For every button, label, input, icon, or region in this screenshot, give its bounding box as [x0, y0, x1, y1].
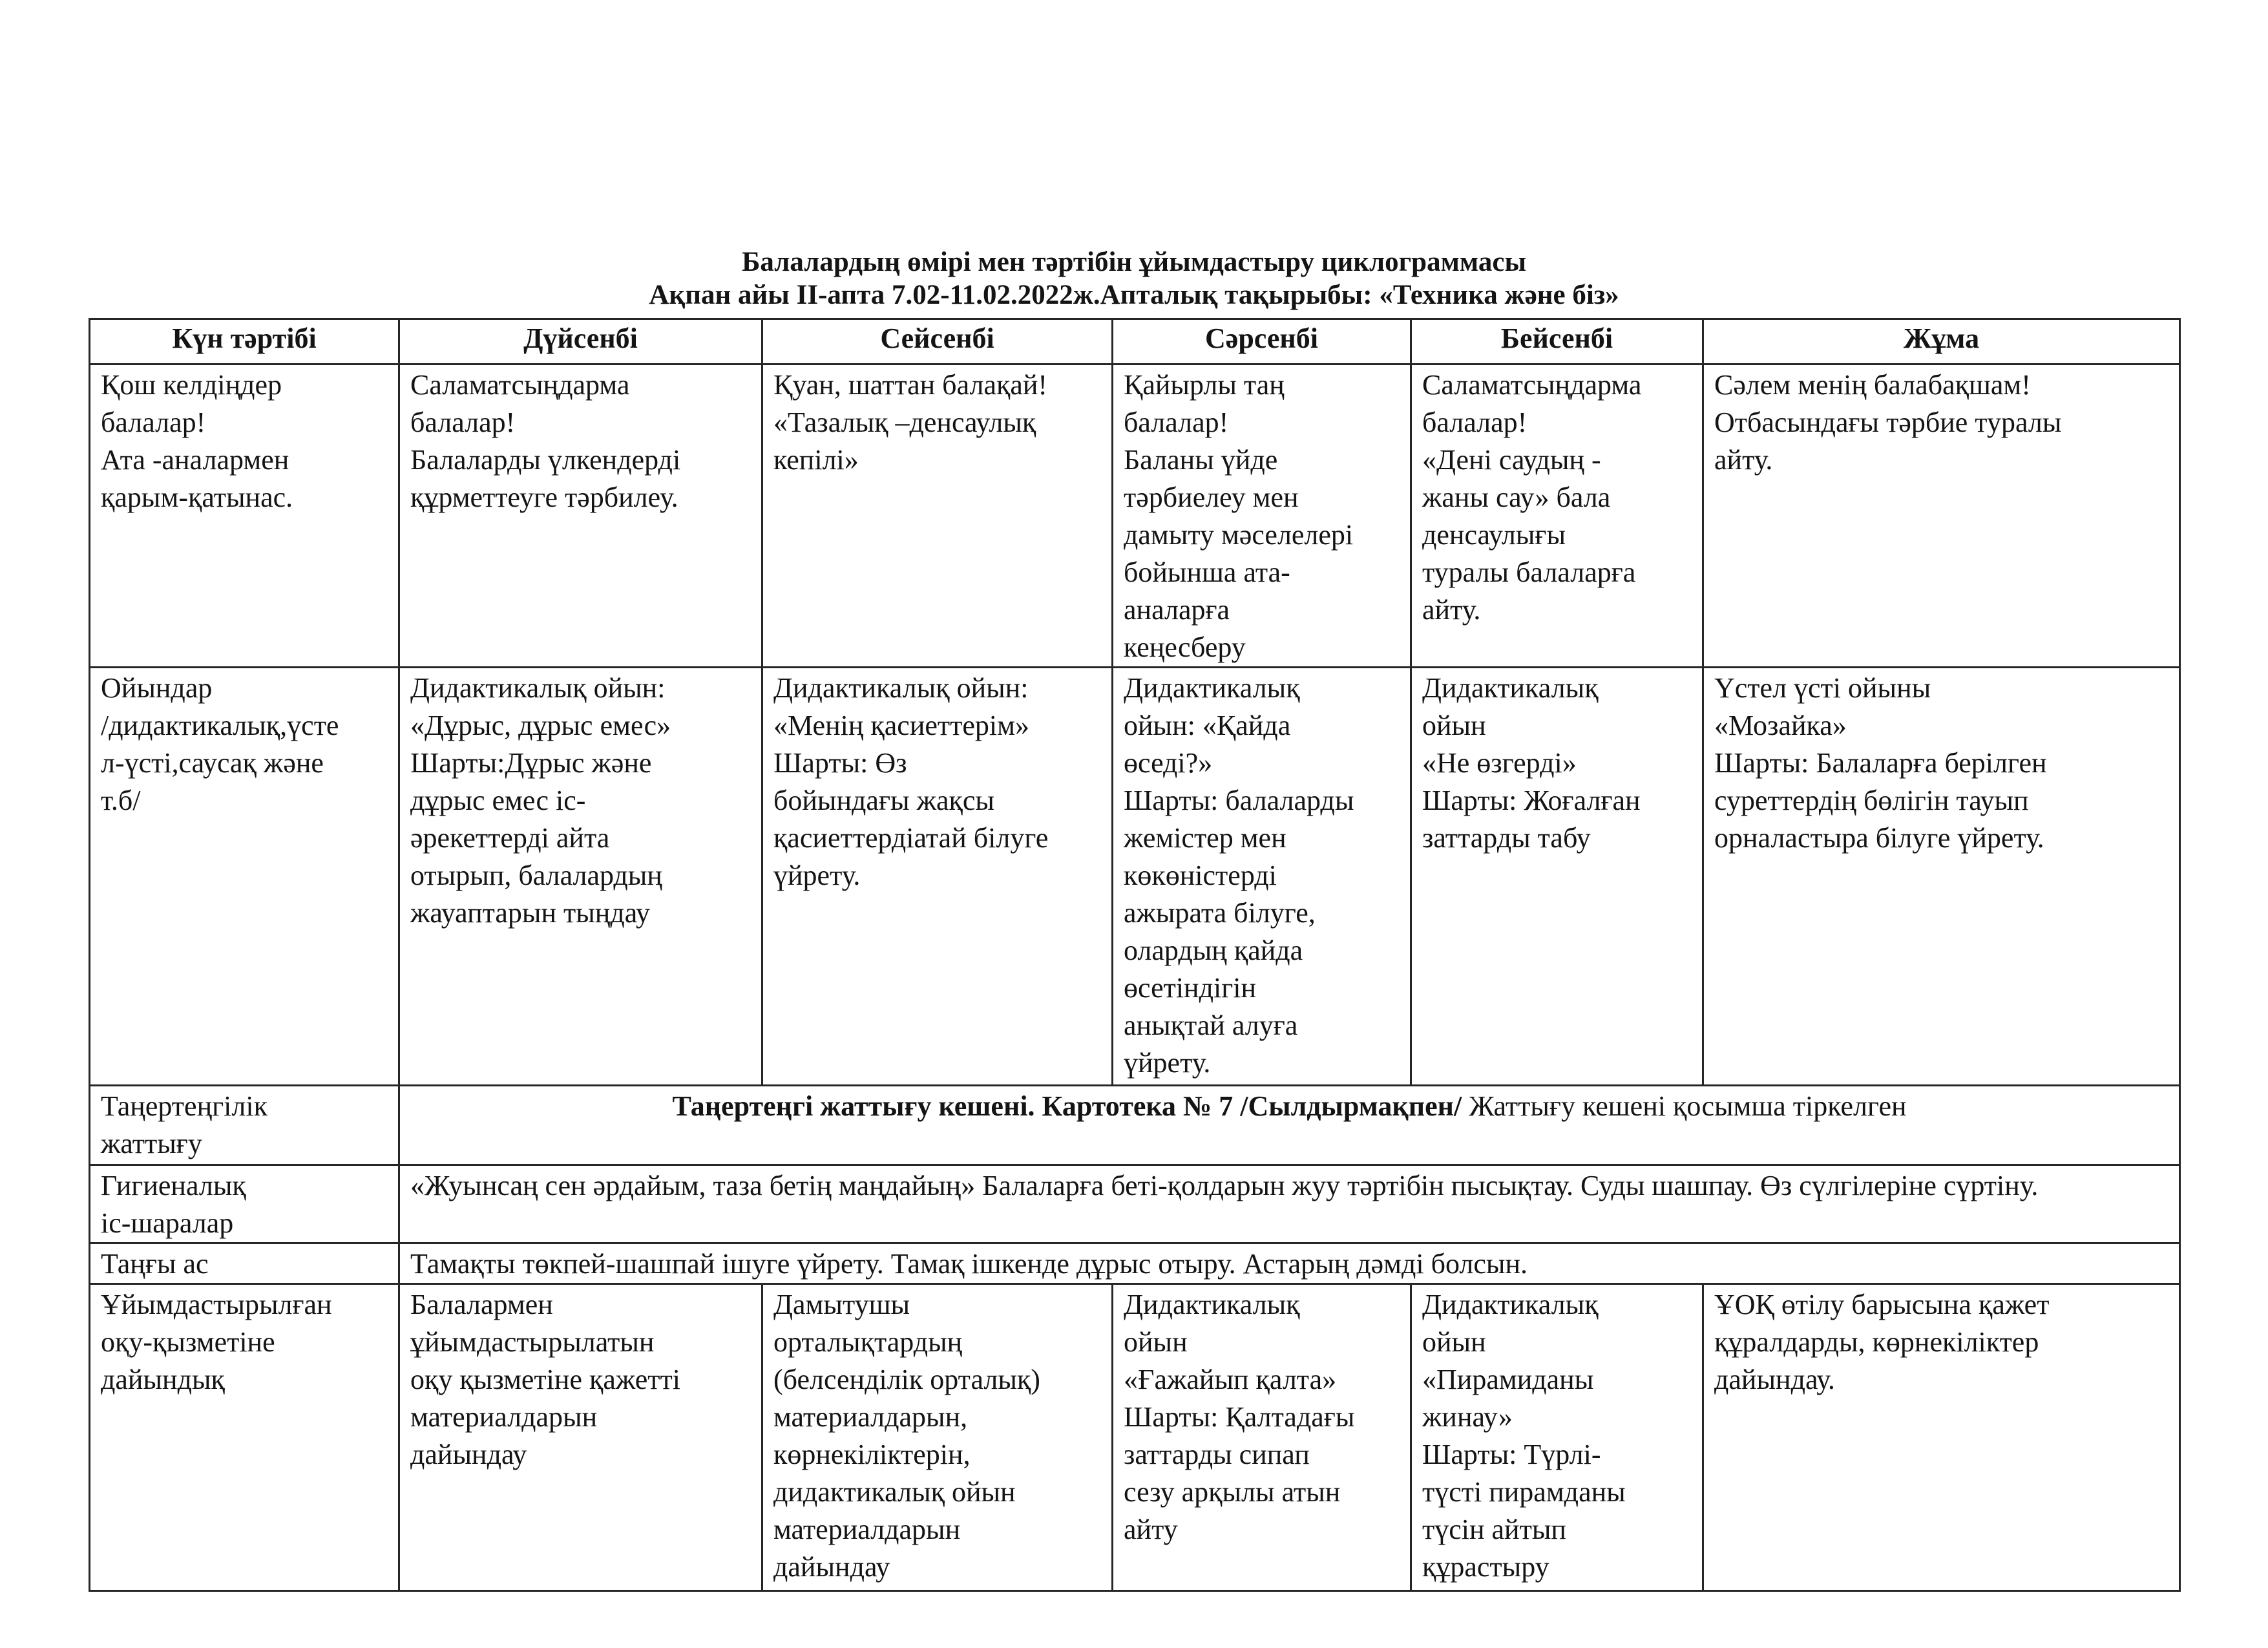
document-title: Балалардың өмірі мен тәртібін ұйымдастыру циклограммасы: [741, 247, 1527, 277]
header-tuesday: Сейсенбі: [762, 319, 1113, 364]
header-monday: Дүйсенбі: [399, 319, 762, 364]
exercise-title: Таңертеңгі жаттығу кешені. Картотека № 7 /Сылдырмақпен/: [672, 1090, 1462, 1122]
row-label-exercise: Таңертеңгілік жаттығу: [90, 1086, 399, 1165]
row-label-greeting: Қош келдіңдер балалар! Ата -аналармен қарым-қатынас.: [90, 364, 399, 668]
table-cell: Қайырлы таң балалар! Баланы үйде тәрбиелеу мен дамыту мәселелері бойынша ата- аналарға кеңесберу: [1113, 364, 1411, 668]
table-cell: Дидактикалық ойын «Ғажайып қалта» Шарты: Қалтадағы заттарды сипап сезу арқылы атын айту: [1113, 1284, 1411, 1591]
exercise-note: Жаттығу кешені қосымша тіркелген: [1462, 1090, 1907, 1122]
table-cell: Дидактикалық ойын: «Менің қасиеттерім» Шарты: Өз бойындағы жақсы қасиеттердіатай білуге үйрету.: [762, 668, 1113, 1086]
header-friday: Жұма: [1703, 319, 2180, 364]
row-label-preparation: Ұйымдастырылған оқу-қызметіне дайындық: [90, 1284, 399, 1591]
table-cell: Сәлем менің балабақшам! Отбасындағы тәрбие туралы айту.: [1703, 364, 2180, 668]
table-cell: ҰОҚ өтілу барысына қажет құралдарды, көрнекіліктер дайындау.: [1703, 1284, 2180, 1591]
table-row: [90, 1284, 2180, 1591]
table-row: [90, 668, 2180, 1086]
header-schedule: Күн тәртібі: [90, 319, 399, 364]
table-row: [90, 364, 2180, 668]
row-label-hygiene: Гигиеналық іс-шаралар: [90, 1165, 399, 1243]
table-cell: Дидактикалық ойын «Не өзгерді» Шарты: Жоғалған заттарды табу: [1411, 668, 1703, 1086]
table-cell: Саламатсыңдарма балалар! Балаларды үлкендерді құрметтеуге тәрбилеу.: [399, 364, 762, 668]
table-row: [90, 1165, 2180, 1243]
row-label-breakfast: Таңғы ас: [90, 1243, 399, 1284]
table-cell: Дамытушы орталықтардың (белсенділік орталық) материалдарын, көрнекіліктерін, дидактикалық ойын материалдарын дайындау: [762, 1284, 1113, 1591]
table-cell: Қуан, шаттан балақай! «Тазалық –денсаулық кепілі»: [762, 364, 1113, 668]
table-cell: Саламатсыңдарма балалар! «Дені саудың - жаны сау» бала денсаулығы туралы балаларға айту.: [1411, 364, 1703, 668]
table-row: [90, 1243, 2180, 1284]
cyclogram-table: [89, 318, 2181, 1592]
table-cell: Дидактикалық ойын: «Дұрыс, дұрыс емес» Шарты:Дұрыс және дұрыс емес іс- әрекеттерді айта отырып, балалардың жауаптарын тыңдау: [399, 668, 762, 1086]
header-thursday: Бейсенбі: [1411, 319, 1703, 364]
table-cell: Үстел үсті ойыны «Мозайка» Шарты: Балаларға берілген суреттердің бөлігін тауып орналастыра білуге үйрету.: [1703, 668, 2180, 1086]
header-row: [90, 319, 2180, 364]
hygiene-cell: «Жуынсаң сен әрдайым, таза бетің маңдайың» Балаларға беті-қолдарын жуу тәртібін пысықтау. Суды шашпау. Өз сүлгілеріне сүртіну.: [399, 1165, 2180, 1243]
breakfast-cell: Тамақты төкпей-шашпай ішуге үйрету. Тамақ ішкенде дұрыс отыру. Астарың дәмді болсын.: [399, 1243, 2180, 1284]
document-subtitle: Ақпан айы II-апта 7.02-11.02.2022ж.Апталық тақырыбы: «Техника және біз»: [649, 280, 1619, 310]
table-cell: Балалармен ұйымдастырылатын оқу қызметіне қажетті материалдарын дайындау: [399, 1284, 762, 1591]
table-row: [90, 1086, 2180, 1165]
row-label-games: Ойындар /дидактикалық,үсте л-үсті,саусақ және т.б/: [90, 668, 399, 1086]
table-cell: Дидактикалық ойын «Пирамиданы жинау» Шарты: Түрлі- түсті пирамданы түсін айтып құрастыру: [1411, 1284, 1703, 1591]
table-cell: Дидактикалық ойын: «Қайда өседі?» Шарты: балаларды жемістер мен көкөністерді ажырата білуге, олардың қайда өсетіндігін анықтай алуға үйрету.: [1113, 668, 1411, 1086]
exercise-cell: [399, 1086, 2180, 1165]
header-wednesday: Сәрсенбі: [1113, 319, 1411, 364]
